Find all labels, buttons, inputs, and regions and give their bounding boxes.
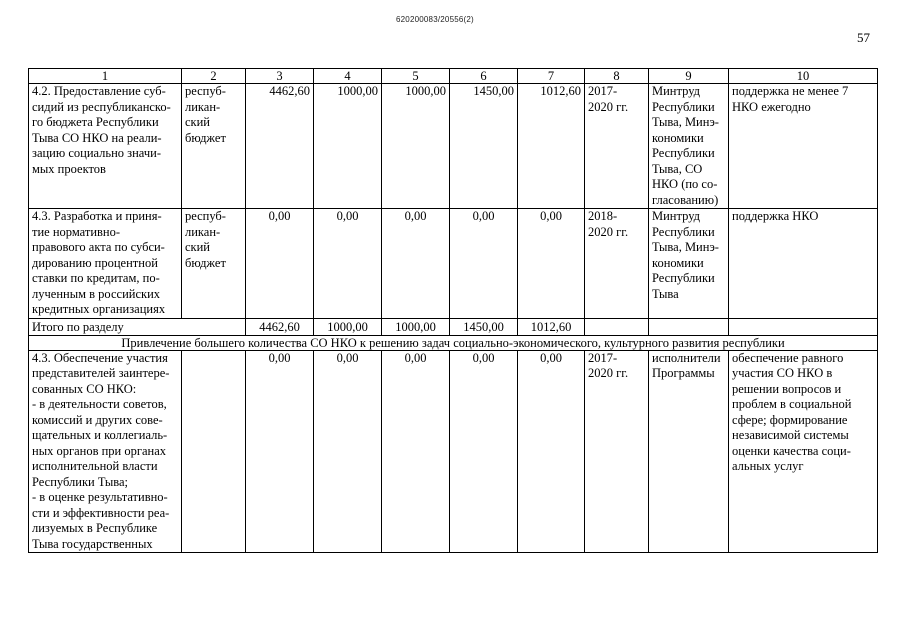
- result-cell: поддержка не менее 7 НКО ежегодно: [729, 84, 878, 209]
- year-2018-cell: 0,00: [382, 209, 450, 319]
- year-2017-cell: 1000,00: [314, 84, 382, 209]
- total-cell: 0,00: [246, 350, 314, 553]
- period-cell: 2017- 2020 гг.: [585, 350, 649, 553]
- column-header: 2: [182, 69, 246, 84]
- period-cell: 2017- 2020 гг.: [585, 84, 649, 209]
- subtotal-total-cell: 4462,60: [246, 318, 314, 335]
- column-header: 5: [382, 69, 450, 84]
- year-2019-cell: 0,00: [450, 209, 518, 319]
- subtotal-2020-cell: 1012,60: [518, 318, 585, 335]
- column-header: 8: [585, 69, 649, 84]
- column-header: 3: [246, 69, 314, 84]
- empty-cell: [729, 318, 878, 335]
- executor-cell: Минтруд Республики Тыва, Минэ- кономики Республики Тыва: [649, 209, 729, 319]
- measure-name-cell: 4.2. Предоставление суб- сидий из республиканско- го бюджета Республики Тыва СО НКО на реали- зацию социально значи- мых проектов: [29, 84, 182, 209]
- column-header: 7: [518, 69, 585, 84]
- column-header: 1: [29, 69, 182, 84]
- empty-cell: [649, 318, 729, 335]
- program-table: [28, 68, 878, 553]
- year-2017-cell: 0,00: [314, 209, 382, 319]
- year-2020-cell: 0,00: [518, 350, 585, 553]
- year-2018-cell: 0,00: [382, 350, 450, 553]
- table-row: [29, 209, 878, 319]
- executor-cell: исполнители Программы: [649, 350, 729, 553]
- subtotal-row: [29, 318, 878, 335]
- header-row: [29, 69, 878, 84]
- year-2018-cell: 1000,00: [382, 84, 450, 209]
- page-number: 57: [857, 30, 870, 45]
- subtotal-2018-cell: 1000,00: [382, 318, 450, 335]
- funding-source-cell: респуб- ликан- ский бюджет: [182, 84, 246, 209]
- table-row: [29, 350, 878, 553]
- year-2017-cell: 0,00: [314, 350, 382, 553]
- column-header: 4: [314, 69, 382, 84]
- year-2019-cell: 0,00: [450, 350, 518, 553]
- year-2019-cell: 1450,00: [450, 84, 518, 209]
- table-row: [29, 84, 878, 209]
- result-cell: поддержка НКО: [729, 209, 878, 319]
- year-2020-cell: 1012,60: [518, 84, 585, 209]
- subtotal-2017-cell: 1000,00: [314, 318, 382, 335]
- subtotal-2019-cell: 1450,00: [450, 318, 518, 335]
- measure-name-cell: 4.3. Обеспечение участия представителей заинтере- сованных СО НКО: - в деятельности советов, комиссий и других сове- щательных и коллегиаль- ных органов при органах исполнительной власти Республики Тыва; - в оценке результативно- сти и эффективности реа- лизуемых в Республике Тыва государственных: [29, 350, 182, 553]
- measure-name-cell: 4.3. Разработка и приня- тие нормативно- правового акта по субси- дированию процентной ставки по кредитам, по- лученным в российских кредитных организациях: [29, 209, 182, 319]
- column-header: 9: [649, 69, 729, 84]
- executor-cell: Минтруд Республики Тыва, Минэ- кономики Республики Тыва, СО НКО (по со- гласованию): [649, 84, 729, 209]
- document-id: 620200083/20556(2): [396, 15, 474, 24]
- subtotal-label: Итого по разделу: [29, 318, 246, 335]
- section-title: Привлечение большего количества СО НКО к решению задач социально-экономического, культурного развития республики: [29, 335, 878, 350]
- column-header: 6: [450, 69, 518, 84]
- section-title-row: [29, 335, 878, 350]
- result-cell: обеспечение равного участия СО НКО в решении вопросов и проблем в социальной сфере; формирование независимой системы оценки качества соци- альных услуг: [729, 350, 878, 553]
- total-cell: 0,00: [246, 209, 314, 319]
- funding-source-cell: [182, 350, 246, 553]
- column-header: 10: [729, 69, 878, 84]
- period-cell: 2018- 2020 гг.: [585, 209, 649, 319]
- year-2020-cell: 0,00: [518, 209, 585, 319]
- total-cell: 4462,60: [246, 84, 314, 209]
- empty-cell: [585, 318, 649, 335]
- funding-source-cell: респуб- ликан- ский бюджет: [182, 209, 246, 319]
